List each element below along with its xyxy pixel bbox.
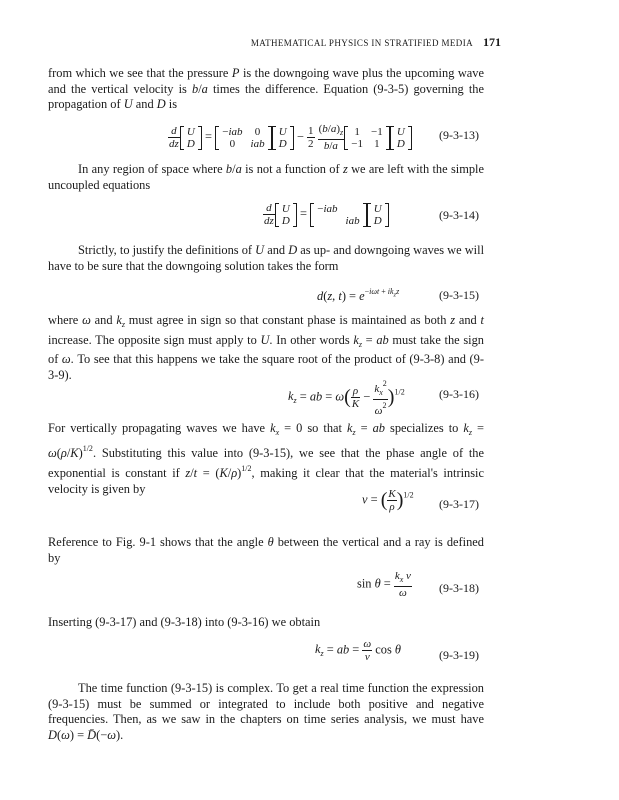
equation-9-3-15: d(z, $t) = e^{-i\omega t + ik_zz}$	[317, 287, 400, 303]
equation-9-3-19: $k_z$ = ab = $\frac{\omega}{v}$ cos θ	[315, 638, 401, 663]
equation-label-9-3-14: (9-3-14)	[439, 208, 479, 222]
paragraph-8: The time function (9-3-15) is complex. To get a real time function the expression (9-3-15) must be summed or integrated to include both positive and negative frequencies. Then, as we saw in the chapters on time series analysis, we must have D(ω) = D̄(−ω).	[48, 681, 484, 742]
equation-label-9-3-15: (9-3-15)	[439, 288, 479, 302]
page-number: 171	[483, 35, 501, 49]
equation-label-9-3-19: (9-3-19)	[439, 648, 479, 662]
paragraph-5: For vertically propagating waves we have $k_x = 0$ so that $k_z$ = ab specializes to $k_z = \omega(\rho/K)^{1/2}$. Substituting this value into (9-3-15), we see that the phase angle of the exponential is constant if $z/t = (K/\rho)^{1/2}$, making it clear that the material's intrinsic velocity is given by	[48, 421, 484, 496]
equation-9-3-17: v = ( $\frac{K}{\rho}$ )$^{1/2}$	[362, 488, 414, 513]
running-header	[251, 35, 501, 50]
equation-label-9-3-16: (9-3-16)	[439, 387, 479, 401]
equation-9-3-13: $\frac{d}{dz}$ U D = −iab 0 0 iab U D − $\frac{1}{2}$ $\frac{(b/a)_z}{b/a}$ 1 −1 −1 1 U D	[168, 123, 409, 152]
equation-label-9-3-18: (9-3-18)	[439, 581, 479, 595]
equation-label-9-3-17: (9-3-17)	[439, 497, 479, 511]
paragraph-2: In any region of space where b/a is not a function of z we are left with the simple uncoupled equations	[48, 162, 484, 192]
equation-9-3-16: $k_z$ = ab = ω( $\frac{\rho}{K}$ − $\frac{k_x^2}{\omega^2}$ )$^{1/2}$	[288, 379, 405, 417]
paragraph-6: Reference to Fig. 9-1 shows that the angle θ between the vertical and a ray is defined by	[48, 535, 484, 565]
equation-label-9-3-13: (9-3-13)	[439, 128, 479, 142]
equation-9-3-14: $\frac{d}{dz}$ U D = −iab iab U D	[263, 202, 386, 227]
equation-9-3-18: sin θ = $\frac{k_x v}{\omega}$	[357, 570, 411, 599]
header-title: MATHEMATICAL PHYSICS IN STRATIFIED MEDIA	[250, 38, 473, 48]
paragraph-1: from which we see that the pressure P is the downgoing wave plus the upcoming wave and the vertical velocity is b/a times the difference. Equation (9-3-5) governing the propagation of U and D is	[48, 66, 485, 112]
paragraph-4: where ω and $k_z$ must agree in sign so that constant phase is maintained as both z and t increase. The opposite sign must apply to U. In other words $k_z$ = ab must take the sign of ω. To see that this happens we take the square root of the product of (9-3-8) and (9-3-9).	[48, 313, 485, 382]
paragraph-7: Inserting (9-3-17) and (9-3-18) into (9-3-16) we obtain	[48, 615, 321, 629]
paragraph-3: Strictly, to justify the definitions of U and D as up- and downgoing waves we will have to be sure that the downgoing solution takes the form	[48, 243, 485, 273]
